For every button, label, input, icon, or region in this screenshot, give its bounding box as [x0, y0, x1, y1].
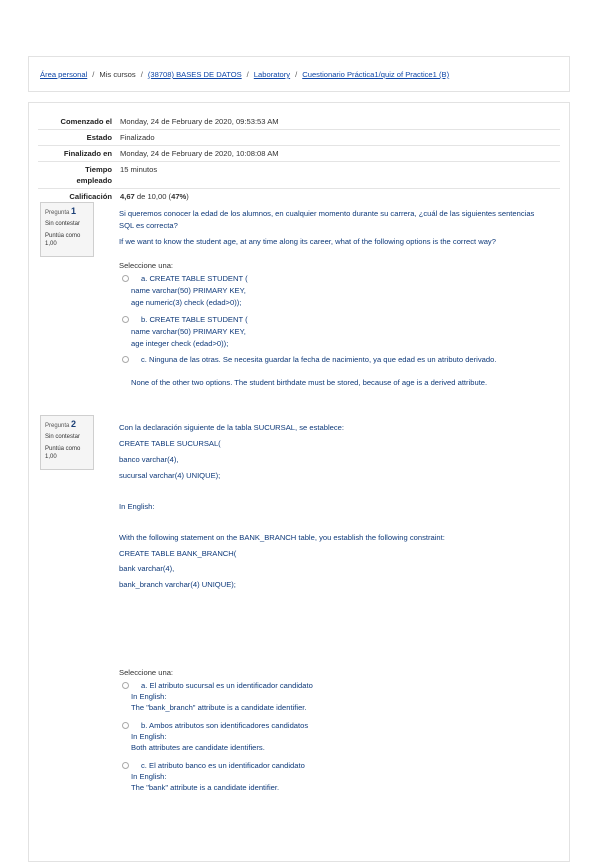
option-text: c. Ninguna de las otras. Se necesita guardar la fecha de nacimiento, ya que edad es un atributo derivado.: [141, 355, 497, 364]
grade-mid: de 10,00 (: [134, 192, 172, 201]
summary-grade: [116, 189, 560, 205]
grade-end: ): [186, 192, 189, 201]
question-2-text-line: In English:: [119, 502, 155, 511]
question-prefix: Pregunta: [45, 210, 70, 216]
summary-value: 15 minutos: [116, 162, 560, 189]
summary-value: Finalizado: [116, 130, 560, 146]
option-text: In English:: [131, 692, 167, 701]
option-text: name varchar(50) PRIMARY KEY,: [131, 327, 246, 336]
question-1-info: [40, 202, 94, 257]
question-2-text-line: bank varchar(4),: [119, 564, 175, 573]
option-text: name varchar(50) PRIMARY KEY,: [131, 286, 246, 295]
option-text: b. CREATE TABLE STUDENT (: [141, 315, 248, 324]
breadcrumb-home-link[interactable]: Área personal: [40, 70, 88, 79]
question-1-text-english: If we want to know the student age, at any time along its career, what of the following options is the correct way?: [119, 237, 496, 246]
question-2-text-line: banco varchar(4),: [119, 455, 179, 464]
question-2-text-line: Con la declaración siguiente de la tabla SUCURSAL, se establece:: [119, 423, 344, 432]
question-2-text-line: sucursal varchar(4) UNIQUE);: [119, 471, 221, 480]
option-text: In English:: [131, 732, 167, 741]
question-1-text-line: SQL es correcta?: [119, 221, 178, 230]
radio-button[interactable]: [122, 316, 129, 323]
breadcrumb-course-link[interactable]: (38708) BASES DE DATOS: [147, 70, 242, 79]
question-status: Sin contestar: [45, 434, 81, 440]
summary-row-state: [38, 130, 560, 146]
summary-row-finished: [38, 146, 560, 162]
option-text: age numeric(3) check (edad>0));: [131, 298, 242, 307]
option-text: age integer check (edad>0));: [131, 339, 229, 348]
question-number-value: 1: [71, 206, 77, 216]
summary-row-grade: [38, 189, 560, 205]
question-2-prompt: Seleccione una:: [119, 668, 174, 677]
option-text: In English:: [131, 772, 167, 781]
question-1-text-line: Si queremos conocer la edad de los alumnos, en cualquier momento durante su carrera, ¿cuál de las siguientes sentencias: [119, 209, 535, 218]
summary-row-started: [38, 114, 560, 130]
breadcrumb-laboratory-link[interactable]: Laboratory: [253, 70, 291, 79]
question-2-text-line: With the following statement on the BANK_BRANCH table, you establish the following constraint:: [119, 533, 445, 542]
radio-button[interactable]: [122, 762, 129, 769]
question-number-value: 2: [71, 419, 77, 429]
option-text: c. El atributo banco es un identificador candidato: [141, 761, 305, 770]
radio-button[interactable]: [122, 682, 129, 689]
question-2-text-line: CREATE TABLE SUCURSAL(: [119, 439, 221, 448]
summary-value: Monday, 24 de February de 2020, 10:08:08 AM: [116, 146, 560, 162]
summary-label-line: Tiempo: [85, 165, 112, 174]
mark-label: Puntúa como: [45, 233, 81, 239]
option-text: a. CREATE TABLE STUDENT (: [141, 274, 248, 283]
question-2-text-line: CREATE TABLE BANK_BRANCH(: [119, 549, 237, 558]
question-number: [45, 206, 89, 216]
breadcrumb-separator: /: [295, 70, 298, 79]
question-prefix: Pregunta: [45, 423, 70, 429]
breadcrumb-panel: [28, 56, 570, 92]
breadcrumb-separator: /: [246, 70, 249, 79]
summary-label: Finalizado en: [38, 146, 116, 162]
question-mark: [45, 232, 89, 248]
grade-score: 4,67: [120, 192, 135, 201]
question-status: Sin contestar: [45, 221, 81, 227]
grade-percent: 47%: [171, 192, 187, 201]
option-text: a. El atributo sucursal es un identificador candidato: [141, 681, 313, 690]
summary-label: [38, 162, 116, 189]
breadcrumb-my-courses: Mis cursos: [99, 70, 136, 79]
radio-button[interactable]: [122, 722, 129, 729]
breadcrumb-quiz-link[interactable]: Cuestionario Práctica1/quiz of Practice1 (B): [302, 70, 450, 79]
breadcrumb-separator: /: [92, 70, 95, 79]
summary-label-line: empleado: [76, 176, 112, 185]
question-1-prompt: Seleccione una:: [119, 261, 174, 270]
option-text: b. Ambos atributos son identificadores candidatos: [141, 721, 309, 730]
mark-value: 1,00: [45, 454, 57, 460]
summary-label: Estado: [38, 130, 116, 146]
option-text: The "bank_branch" attribute is a candidate identifier.: [131, 703, 307, 712]
option-text: None of the other two options. The student birthdate must be stored, because of age is a derived attribute.: [131, 378, 488, 387]
attempt-summary-table: [38, 114, 560, 204]
question-mark: [45, 445, 89, 461]
mark-label: Puntúa como: [45, 446, 81, 452]
breadcrumb-separator: /: [140, 70, 143, 79]
summary-label: Comenzado el: [60, 117, 112, 126]
option-text: The "bank" attribute is a candidate identifier.: [131, 783, 280, 792]
breadcrumb: [40, 70, 449, 79]
mark-value: 1,00: [45, 241, 57, 247]
question-2-text-line: bank_branch varchar(4) UNIQUE);: [119, 580, 236, 589]
question-2-info: [40, 415, 94, 470]
summary-label: Calificación: [38, 189, 116, 205]
summary-value: Monday, 24 de February de 2020, 09:53:53 AM: [120, 117, 279, 126]
summary-row-time: [38, 162, 560, 189]
option-text: Both attributes are candidate identifiers.: [131, 743, 265, 752]
radio-button[interactable]: [122, 275, 129, 282]
radio-button[interactable]: [122, 356, 129, 363]
question-number: [45, 419, 89, 429]
